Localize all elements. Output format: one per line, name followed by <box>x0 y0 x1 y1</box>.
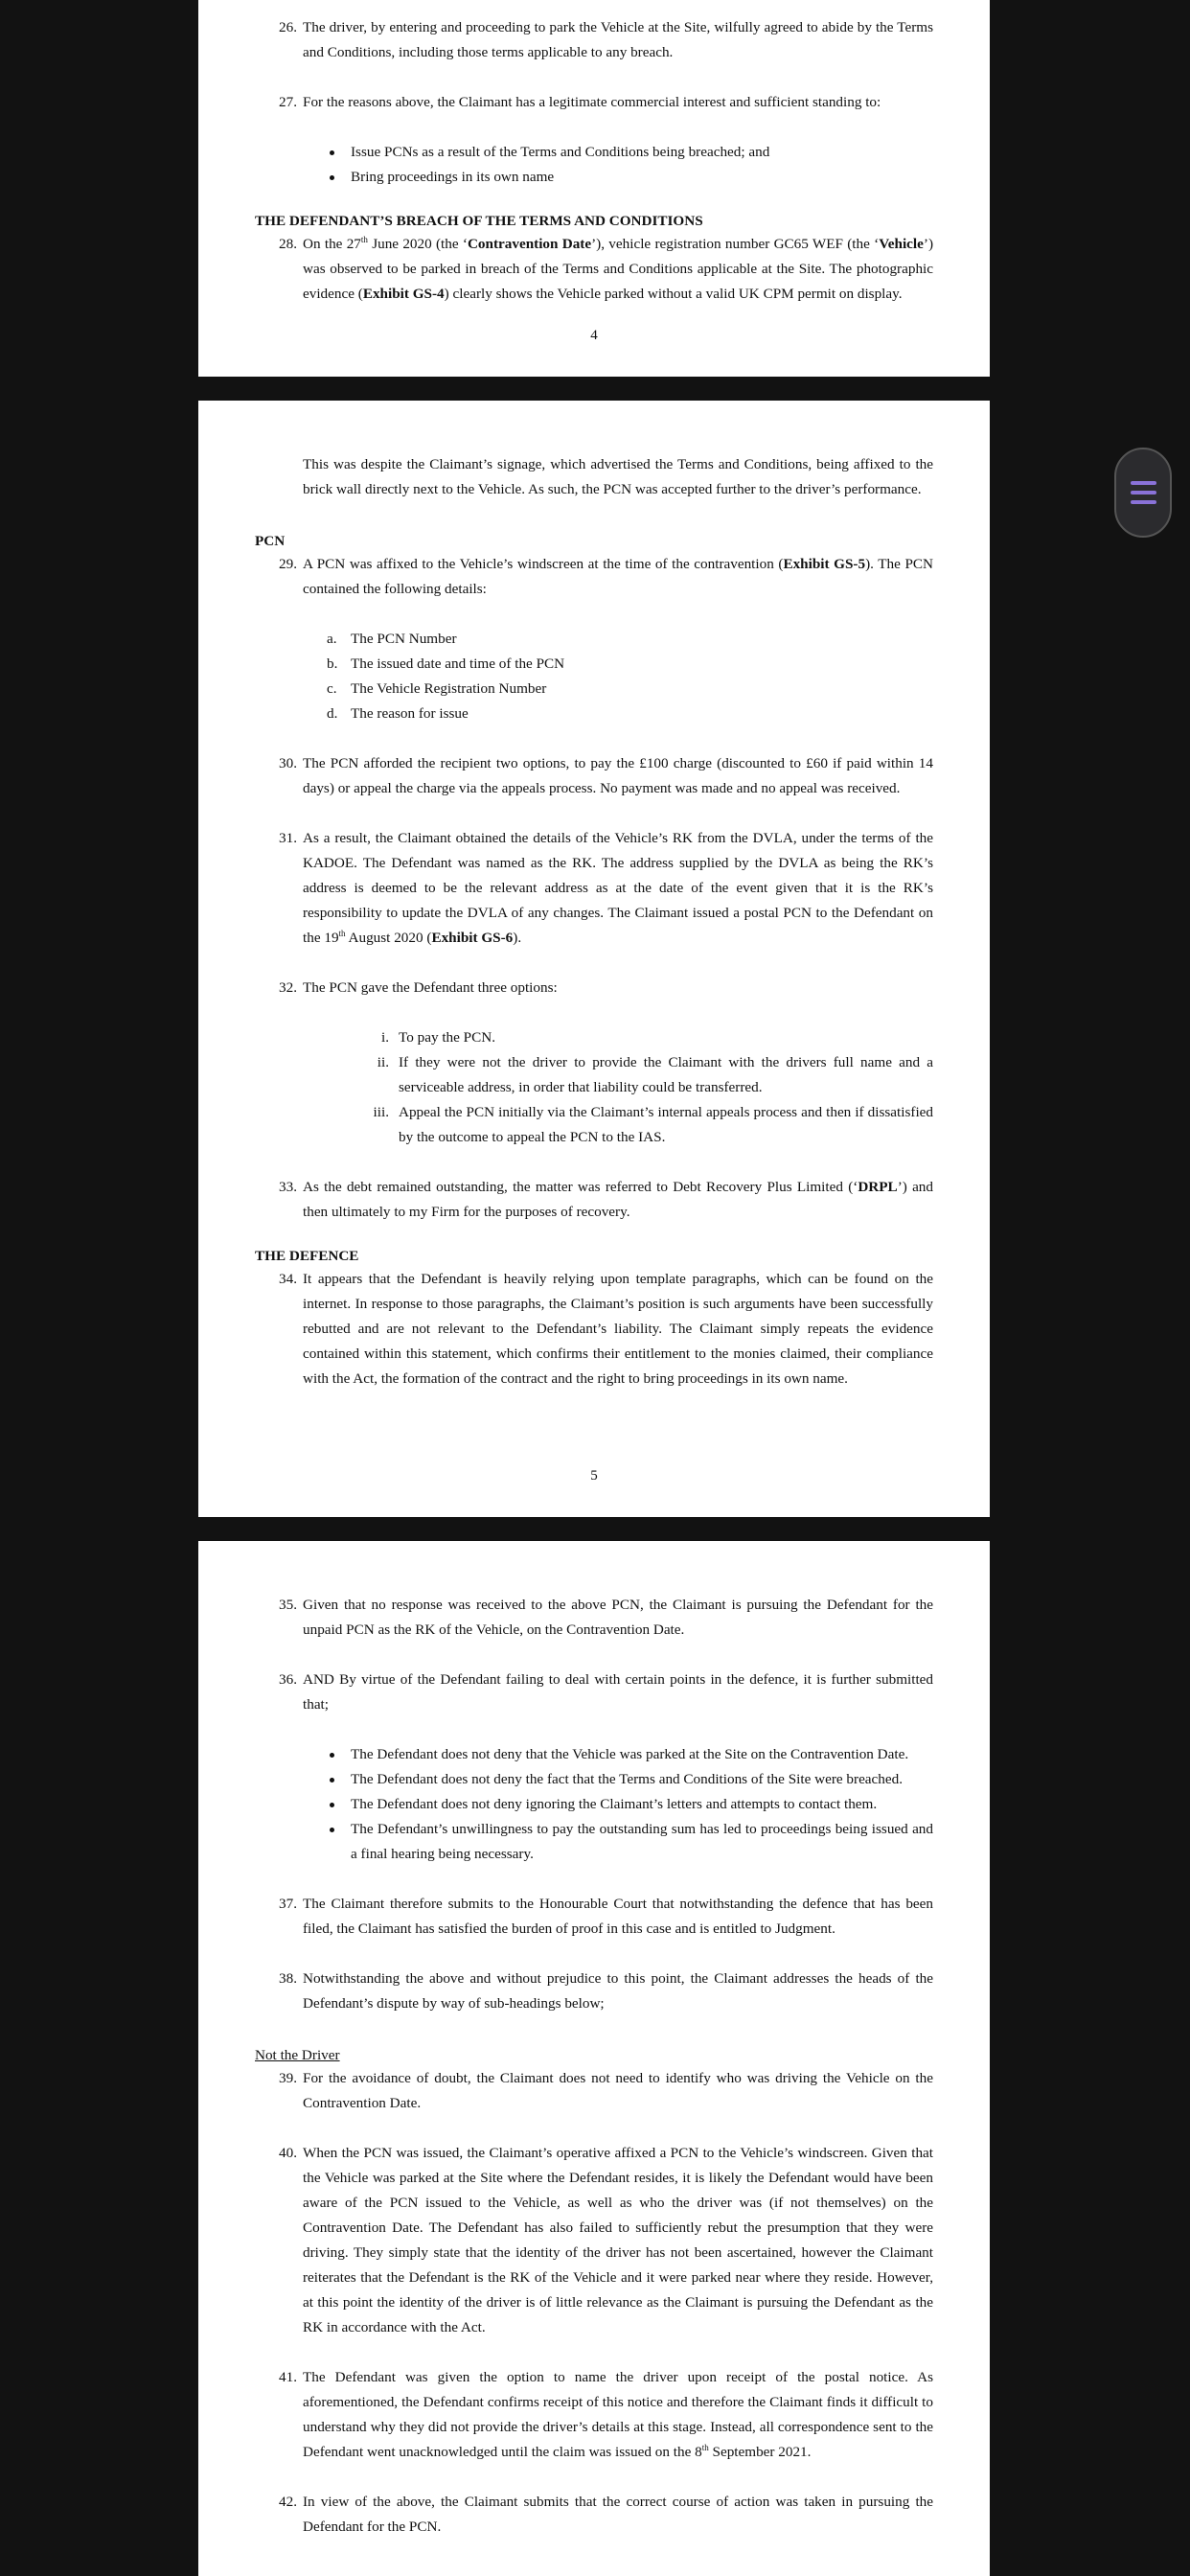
paragraph-number: 34. <box>279 1271 297 1287</box>
paragraph-32 <box>255 976 933 1000</box>
pcn-options-list <box>255 1025 933 1150</box>
superscript: th <box>338 928 346 938</box>
list-item <box>255 652 933 677</box>
list-item-text: The PCN Number <box>351 631 457 647</box>
floating-menu-button[interactable] <box>1114 448 1172 538</box>
paragraph-42 <box>255 2490 933 2540</box>
list-item <box>255 1100 933 1150</box>
paragraph-27 <box>255 90 933 115</box>
exhibit-reference: Exhibit GS-5 <box>783 556 866 572</box>
paragraph-36 <box>255 1668 933 1717</box>
exhibit-reference: Exhibit GS-6 <box>431 930 514 946</box>
paragraph-28 <box>255 232 933 307</box>
paragraph-number: 39. <box>279 2070 297 2086</box>
paragraph-continuation: This was despite the Claimant’s signage, which advertised the Terms and Conditions, being affixed to the brick wall directly next to the Vehicle. As such, the PCN was accepted further to the driver’s performance. <box>303 456 933 497</box>
paragraph-37 <box>255 1892 933 1942</box>
paragraph-30 <box>255 751 933 801</box>
list-item <box>255 677 933 702</box>
list-item: The Defendant does not deny the fact that the Terms and Conditions of the Site were breached. <box>351 1767 933 1792</box>
list-item-text: To pay the PCN. <box>399 1029 496 1046</box>
paragraph-number: 28. <box>279 236 297 252</box>
text-run: September 2021. <box>708 2444 812 2460</box>
paragraph-number: 26. <box>279 19 297 35</box>
paragraph-41 <box>255 2365 933 2465</box>
list-marker: a. <box>327 631 337 647</box>
paragraph-text: Given that no response was received to the above PCN, the Claimant is pursuing the Defendant for the unpaid PCN as the RK of the Vehicle, on the Contravention Date. <box>303 1597 933 1638</box>
list-item-text: The reason for issue <box>351 705 469 722</box>
paragraph-number: 42. <box>279 2494 297 2510</box>
list-marker: b. <box>327 656 338 672</box>
paragraph-number: 33. <box>279 1179 297 1195</box>
text-run: ) clearly shows the Vehicle parked without a valid UK CPM permit on display. <box>444 286 903 302</box>
paragraph-number: 30. <box>279 755 297 771</box>
pcn-details-list <box>255 627 933 726</box>
standing-list <box>255 140 933 190</box>
subheading-not-the-driver: Not the Driver <box>255 2047 340 2063</box>
text-run: ’), vehicle registration number GC65 WEF (the ‘ <box>591 236 880 252</box>
page-number: 5 <box>590 1468 598 1484</box>
list-item: The Defendant does not deny ignoring the Claimant’s letters and attempts to contact them. <box>351 1792 933 1817</box>
paragraph-number: 40. <box>279 2145 297 2161</box>
paragraph-34 <box>255 1267 933 1392</box>
list-item: Issue PCNs as a result of the Terms and Conditions being breached; and <box>351 140 933 165</box>
section-heading-breach: THE DEFENDANT’S BREACH OF THE TERMS AND CONDITIONS <box>255 213 703 229</box>
paragraph-text: It appears that the Defendant is heavily relying upon template paragraphs, which can be found on the internet. In response to those paragraphs, the Claimant’s position is such arguments have been successfully rebutted and are not relevant to the Defendant’s liability. The Claimant simply repeats the evidence contained within this statement, which confirms their entitlement to the monies claimed, their compliance with the Act, the formation of the contract and the right to bring proceedings in its own name. <box>303 1271 933 1387</box>
paragraph-text: The Claimant therefore submits to the Honourable Court that notwithstanding the defence that has been filed, the Claimant has satisfied the burden of proof in this case and is entitled to Judgment. <box>303 1896 933 1937</box>
list-item-text: The issued date and time of the PCN <box>351 656 565 672</box>
list-item <box>255 702 933 726</box>
paragraph-text: AND By virtue of the Defendant failing to deal with certain points in the defence, it is further submitted that; <box>303 1671 933 1713</box>
text-run: ). <box>513 930 522 946</box>
text-run: ’) was observed to be parked in breach of the Terms and Conditions applicable at the Site. The photographic evidence ( <box>303 236 934 302</box>
paragraph-39 <box>255 2066 933 2116</box>
paragraph-text: For the reasons above, the Claimant has a legitimate commercial interest and sufficient standing to: <box>303 94 881 110</box>
paragraph-35 <box>255 1593 933 1643</box>
list-marker: iii. <box>373 1104 389 1120</box>
paragraph-number: 37. <box>279 1896 297 1912</box>
paragraph-number: 38. <box>279 1970 297 1987</box>
defined-term: Vehicle <box>879 236 924 252</box>
section-heading-defence: THE DEFENCE <box>255 1248 359 1264</box>
defined-term: DRPL <box>858 1179 898 1195</box>
paragraph-number: 41. <box>279 2369 297 2385</box>
undisputed-points-list <box>255 1742 933 1867</box>
text-run: August 2020 ( <box>345 930 432 946</box>
paragraph-text: In view of the above, the Claimant submits that the correct course of action was taken in pursuing the Defendant for the PCN. <box>303 2494 933 2535</box>
list-item-text: The Vehicle Registration Number <box>351 680 547 697</box>
paragraph-text: For the avoidance of doubt, the Claimant does not need to identify who was driving the Vehicle on the Contravention Date. <box>303 2070 933 2111</box>
superscript: th <box>701 2442 709 2452</box>
list-marker: c. <box>327 680 337 697</box>
paragraph-26 <box>255 15 933 65</box>
paragraph-number: 27. <box>279 94 297 110</box>
superscript: th <box>360 234 368 244</box>
paragraph-text: The driver, by entering and proceeding to park the Vehicle at the Site, wilfully agreed to abide by the Terms and Conditions, including those terms applicable to any breach. <box>303 19 933 60</box>
list-item: The Defendant’s unwillingness to pay the outstanding sum has led to proceedings being issued and a final hearing being necessary. <box>351 1817 933 1867</box>
paragraph-number: 32. <box>279 979 297 996</box>
document-page-6 <box>198 1541 990 2576</box>
paragraph-38 <box>255 1966 933 2016</box>
text-run: June 2020 (the ‘ <box>367 236 468 252</box>
paragraph-text: The PCN gave the Defendant three options: <box>303 979 558 996</box>
paragraph-text: Notwithstanding the above and without prejudice to this point, the Claimant addresses the heads of the Defendant’s dispute by way of sub-headings below; <box>303 1970 933 2012</box>
text-run: A PCN was affixed to the Vehicle’s windscreen at the time of the contravention ( <box>303 556 784 572</box>
paragraph-number: 36. <box>279 1671 297 1688</box>
paragraph-text: The PCN afforded the recipient two options, to pay the £100 charge (discounted to £60 if paid within 14 days) or appeal the charge via the appeals process. No payment was made and no appeal was received. <box>303 755 933 796</box>
list-item <box>255 1025 933 1050</box>
defined-term: Contravention Date <box>467 236 592 252</box>
list-item <box>255 627 933 652</box>
paragraph-33 <box>255 1175 933 1225</box>
list-item: The Defendant does not deny that the Vehicle was parked at the Site on the Contravention Date. <box>351 1742 933 1767</box>
list-marker: ii. <box>377 1054 389 1070</box>
text-run: As the debt remained outstanding, the matter was referred to Debt Recovery Plus Limited (‘ <box>303 1179 858 1195</box>
text-run: As a result, the Claimant obtained the details of the Vehicle’s RK from the DVLA, under the terms of the KADOE. The Defendant was named as the RK. The address supplied by the DVLA as being the RK’s address is deemed to be the relevant address as at the date of the event given that it is the RK’s responsibility to update the DVLA of any changes. The Claimant issued a postal PCN to the Defendant on the 19 <box>303 830 933 946</box>
document-page-4 <box>198 0 990 377</box>
paragraph-number: 31. <box>279 830 297 846</box>
paragraph-29 <box>255 552 933 602</box>
list-item-text: Appeal the PCN initially via the Claimant’s internal appeals process and then if dissatisfied by the outcome to appeal the PCN to the IAS. <box>399 1104 933 1145</box>
document-page-5 <box>198 401 990 1517</box>
exhibit-reference: Exhibit GS-4 <box>362 286 445 302</box>
list-item <box>255 1050 933 1100</box>
text-run: On the 27 <box>303 236 361 252</box>
paragraph-number: 35. <box>279 1597 297 1613</box>
paragraph-number: 29. <box>279 556 297 572</box>
text-run: The Defendant was given the option to name the driver upon receipt of the postal notice. As aforementioned, the Defendant confirms receipt of this notice and therefore the Claimant finds it difficult to understand why they did not provide the driver’s details at this stage. Instead, all correspondence sent to the Defendant went unacknowledged until the claim was issued on the 8 <box>303 2369 933 2460</box>
list-item-text: If they were not the driver to provide the Claimant with the drivers full name and a serviceable address, in order that liability could be transferred. <box>399 1054 933 1095</box>
text-run: ). The PCN contained the following details: <box>303 556 933 597</box>
page-number: 4 <box>590 328 598 343</box>
section-heading-pcn: PCN <box>255 533 286 549</box>
list-marker: i. <box>380 1029 389 1046</box>
text-run: ’) and then ultimately to my Firm for the purposes of recovery. <box>303 1179 933 1220</box>
paragraph-31 <box>255 826 933 951</box>
list-marker: d. <box>327 705 338 722</box>
paragraph-text: When the PCN was issued, the Claimant’s operative affixed a PCN to the Vehicle’s windscreen. Given that the Vehicle was parked at the Site where the Defendant resides, it is likely the Defendant would have been aware of the PCN issued to the Vehicle, as well as who the driver was (if not themselves) on the Contravention Date. The Defendant has also failed to sufficiently rebut the presumption that they were driving. They simply state that the identity of the driver has not been ascertained, however the Claimant reiterates that the Defendant is the RK of the Vehicle and it were parked near where they reside. However, at this point the identity of the driver is of little relevance as the Claimant is pursuing the Defendant as the RK in accordance with the Act. <box>303 2145 933 2335</box>
paragraph-40 <box>255 2141 933 2340</box>
list-item: Bring proceedings in its own name <box>351 165 933 190</box>
